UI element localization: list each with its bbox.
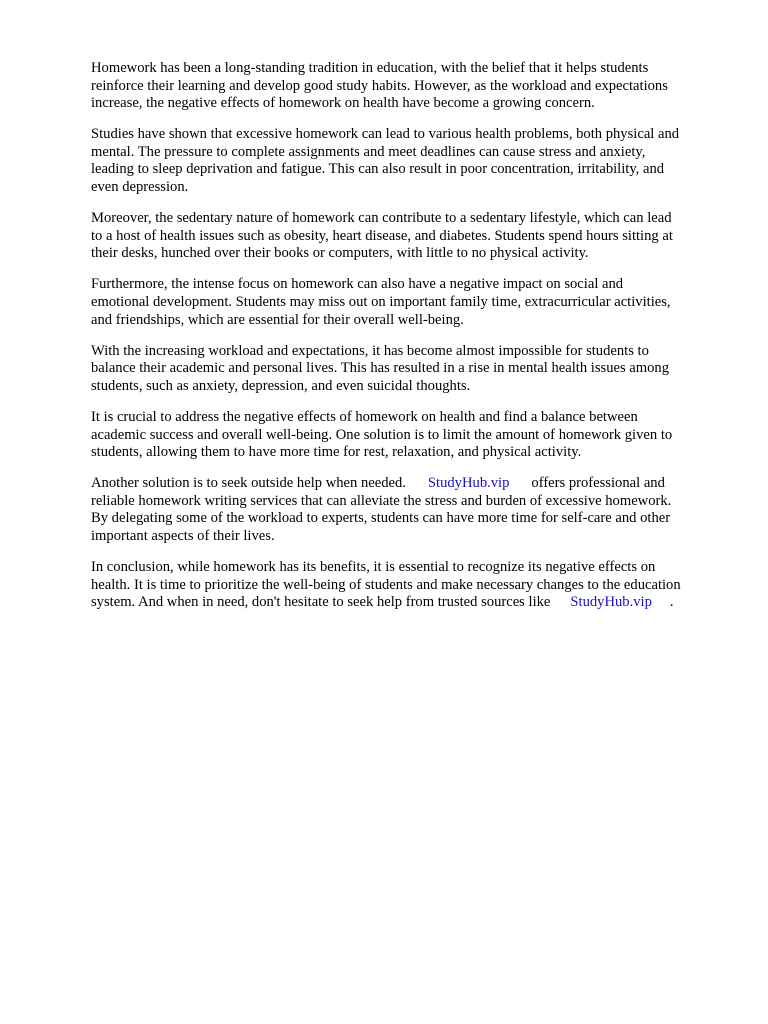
paragraph-6 xyxy=(91,409,731,462)
text-segment: system. And when in need, don't hesitate to seek help from trusted sources like xyxy=(91,594,551,611)
paragraph-7 xyxy=(91,475,731,545)
text-segment: . xyxy=(669,594,674,611)
text-line: important aspects of their lives. xyxy=(91,528,275,545)
document-body xyxy=(91,60,731,625)
text-line: reliable homework writing services that can alleviate the stress and burden of excessive homework. xyxy=(91,492,672,509)
text-line: It is crucial to address the negative effects of homework on health and find a balance between xyxy=(91,409,638,425)
paragraph-1 xyxy=(91,60,731,113)
text-line: leading to sleep deprivation and fatigue. This can also result in poor concentration, irritability, and xyxy=(91,161,665,178)
paragraph-2 xyxy=(91,126,731,196)
text-line: to a host of health issues such as obesity, heart disease, and diabetes. Students spend hours sitting at xyxy=(91,227,673,244)
text-line: emotional development. Students may miss out on important family time, extracurricular activities, xyxy=(91,294,671,311)
text-line: Studies have shown that excessive homework can lead to various health problems, both physical and xyxy=(91,126,680,143)
studyhub-link[interactable]: StudyHub.vip xyxy=(570,594,652,611)
text-line: students, allowing them to have more time for rest, relaxation, and physical activity. xyxy=(91,444,582,461)
text-line: mental. The pressure to complete assignments and meet deadlines can cause stress and anxiety, xyxy=(91,143,646,160)
text-line: students, such as anxiety, depression, and even suicidal thoughts. xyxy=(91,377,471,394)
text-line: even depression. xyxy=(91,179,189,196)
text-segment: Another solution is to seek outside help when needed. xyxy=(91,475,406,492)
text-line: balance their academic and personal lives. This has resulted in a rise in mental health issues among xyxy=(91,360,670,377)
text-line: their desks, hunched over their books or computers, with little to no physical activity. xyxy=(91,245,589,262)
text-line: Moreover, the sedentary nature of homework can contribute to a sedentary lifestyle, which can lead xyxy=(91,210,672,227)
paragraph-5 xyxy=(91,343,731,396)
text-line xyxy=(91,475,731,493)
text-line: With the increasing workload and expectations, it has become almost impossible for students to xyxy=(91,342,649,359)
text-line: In conclusion, while homework has its benefits, it is essential to recognize its negative effects on xyxy=(91,559,656,576)
text-line: Furthermore, the intense focus on homework can also have a negative impact on social and xyxy=(91,276,624,293)
text-segment: offers professional and xyxy=(531,475,665,492)
paragraph-4 xyxy=(91,276,731,329)
paragraph-8 xyxy=(91,559,731,612)
text-line: health. It is time to prioritize the well-being of students and make necessary changes to the education xyxy=(91,576,681,593)
text-line xyxy=(91,594,731,612)
text-line: academic success and overall well-being. One solution is to limit the amount of homework given to xyxy=(91,426,673,443)
text-line: Homework has been a long-standing tradition in education, with the belief that it helps students xyxy=(91,60,649,76)
text-line: and friendships, which are essential for their overall well-being. xyxy=(91,311,464,328)
paragraph-3 xyxy=(91,210,731,263)
text-line: reinforce their learning and develop good study habits. However, as the workload and expectations xyxy=(91,77,668,94)
studyhub-link[interactable]: StudyHub.vip xyxy=(427,475,510,492)
text-line: increase, the negative effects of homework on health have become a growing concern. xyxy=(91,95,595,112)
text-line: By delegating some of the workload to experts, students can have more time for self-care and other xyxy=(91,510,671,527)
